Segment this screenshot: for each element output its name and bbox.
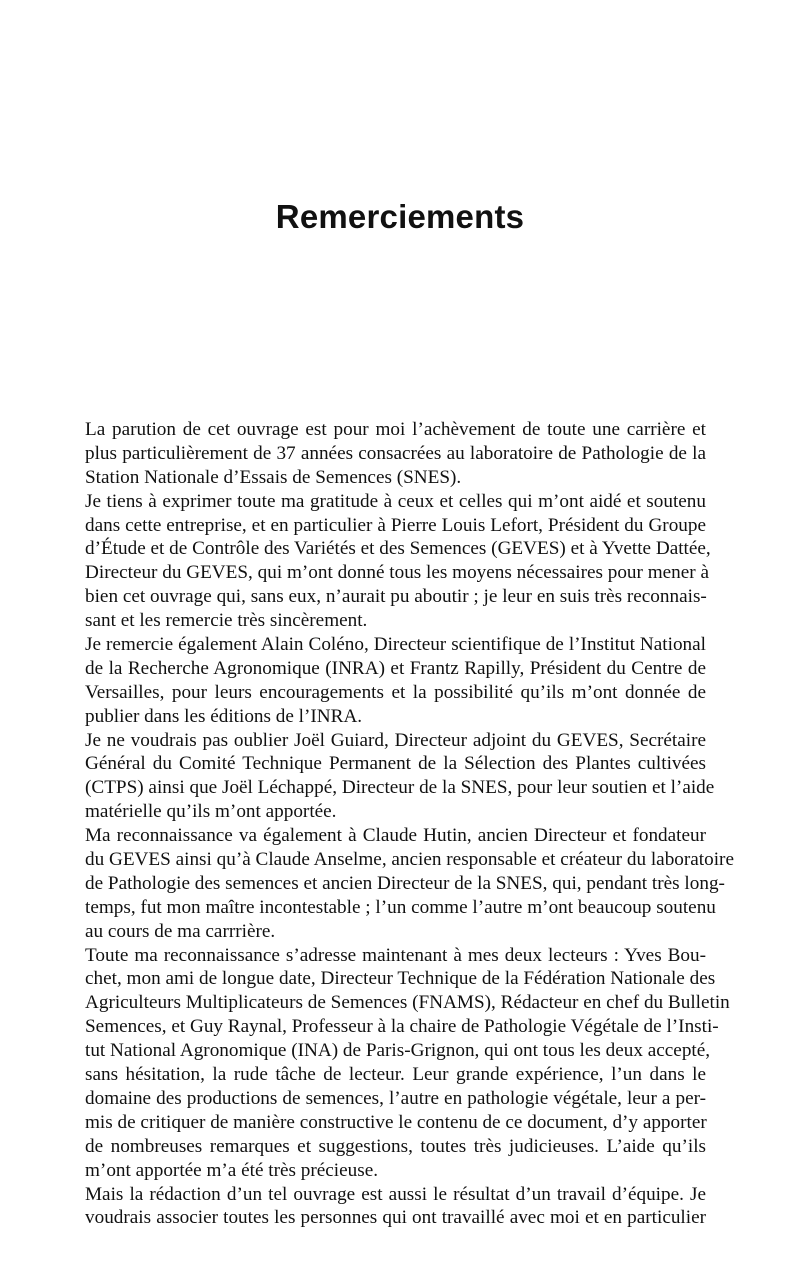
- text-line: Versailles, pour leurs encouragements et la possibilité qu’ils m’ont donnée de: [85, 681, 706, 703]
- text-line: Général du Comité Technique Permanent de la Sélection des Plantes cultivées: [85, 753, 706, 775]
- text-line: de la Recherche Agronomique (INRA) et Frantz Rapilly, Président du Centre de: [85, 657, 706, 679]
- text-line: Je ne voudrais pas oublier Joël Guiard, Directeur adjoint du GEVES, Secrétaire: [85, 729, 706, 751]
- text-line: mis de critiquer de manière constructive le contenu de ce document, d’y apporter: [85, 1111, 707, 1133]
- text-line: domaine des productions de semences, l’autre en pathologie végétale, leur a per-: [85, 1087, 706, 1109]
- text-line: Ma reconnaissance va également à Claude Hutin, ancien Directeur et fondateur: [85, 825, 706, 847]
- text-line: La parution de cet ouvrage est pour moi l’achèvement de toute une carrière et: [85, 419, 706, 440]
- paragraph: [85, 418, 706, 490]
- text-line: chet, mon ami de longue date, Directeur Technique de la Fédération Nationale des: [85, 968, 716, 990]
- text-line: tut National Agronomique (INA) de Paris-Grignon, qui ont tous les deux accepté,: [85, 1040, 711, 1062]
- acknowledgements-body: [85, 418, 734, 1230]
- text-line: du GEVES ainsi qu’à Claude Anselme, ancien responsable et créateur du laboratoire: [85, 849, 734, 871]
- text-line: Directeur du GEVES, qui m’ont donné tous les moyens nécessaires pour mener à: [85, 562, 709, 584]
- text-line: (CTPS) ainsi que Joël Léchappé, Directeur de la SNES, pour leur soutien et l’aide: [85, 777, 715, 799]
- text-line: Semences, et Guy Raynal, Professeur à la chaire de Pathologie Végétale de l’Insti-: [85, 1016, 719, 1038]
- text-line: Je tiens à exprimer toute ma gratitude à ceux et celles qui m’ont aidé et soutenu: [85, 490, 706, 512]
- text-line: Toute ma reconnaissance s’adresse maintenant à mes deux lecteurs : Yves Bou-: [85, 944, 706, 966]
- paragraph: [85, 729, 715, 825]
- text-line: sant et les remercie très sincèrement.: [85, 610, 368, 632]
- text-line: Station Nationale d’Essais de Semences (SNES).: [85, 466, 462, 488]
- text-line: Mais la rédaction d’un tel ouvrage est aussi le résultat d’un travail d’équipe. Je: [85, 1183, 706, 1205]
- text-line: de nombreuses remarques et suggestions, toutes très judicieuses. L’aide qu’ils: [85, 1135, 706, 1157]
- text-line: bien cet ouvrage qui, sans eux, n’aurait pu aboutir ; je leur en suis très reconnais-: [85, 586, 707, 608]
- text-line: temps, fut mon maître incontestable ; l’un comme l’autre m’ont beaucoup soutenu: [85, 896, 716, 918]
- text-line: sans hésitation, la rude tâche de lecteur. Leur grande expérience, l’un dans le: [85, 1064, 706, 1086]
- paragraph: [85, 1183, 706, 1231]
- text-line: d’Étude et de Contrôle des Variétés et des Semences (GEVES) et à Yvette Dattée,: [85, 538, 711, 560]
- text-line: plus particulièrement de 37 années consacrées au laboratoire de Pathologie de la: [85, 442, 706, 464]
- text-line: matérielle qu’ils m’ont apportée.: [85, 801, 337, 823]
- text-line: Je remercie également Alain Coléno, Directeur scientifique de l’Institut National: [85, 634, 706, 656]
- text-line: Agriculteurs Multiplicateurs de Semences (FNAMS), Rédacteur en chef du Bulletin: [85, 992, 730, 1014]
- text-line: voudrais associer toutes les personnes qui ont travaillé avec moi et en particulier: [85, 1207, 706, 1229]
- page-title: Remerciements: [275, 198, 525, 235]
- paragraph: [85, 633, 706, 729]
- text-line: publier dans les éditions de l’INRA.: [85, 705, 363, 727]
- paragraph: [85, 944, 730, 1183]
- text-line: de Pathologie des semences et ancien Directeur de la SNES, qui, pendant très long-: [85, 872, 725, 894]
- text-line: dans cette entreprise, et en particulier à Pierre Louis Lefort, Président du Groupe: [85, 514, 706, 536]
- text-line: au cours de ma carrrière.: [85, 920, 276, 942]
- paragraph: [85, 824, 734, 943]
- paragraph: [85, 490, 711, 633]
- text-line: m’ont apportée m’a été très précieuse.: [85, 1159, 379, 1181]
